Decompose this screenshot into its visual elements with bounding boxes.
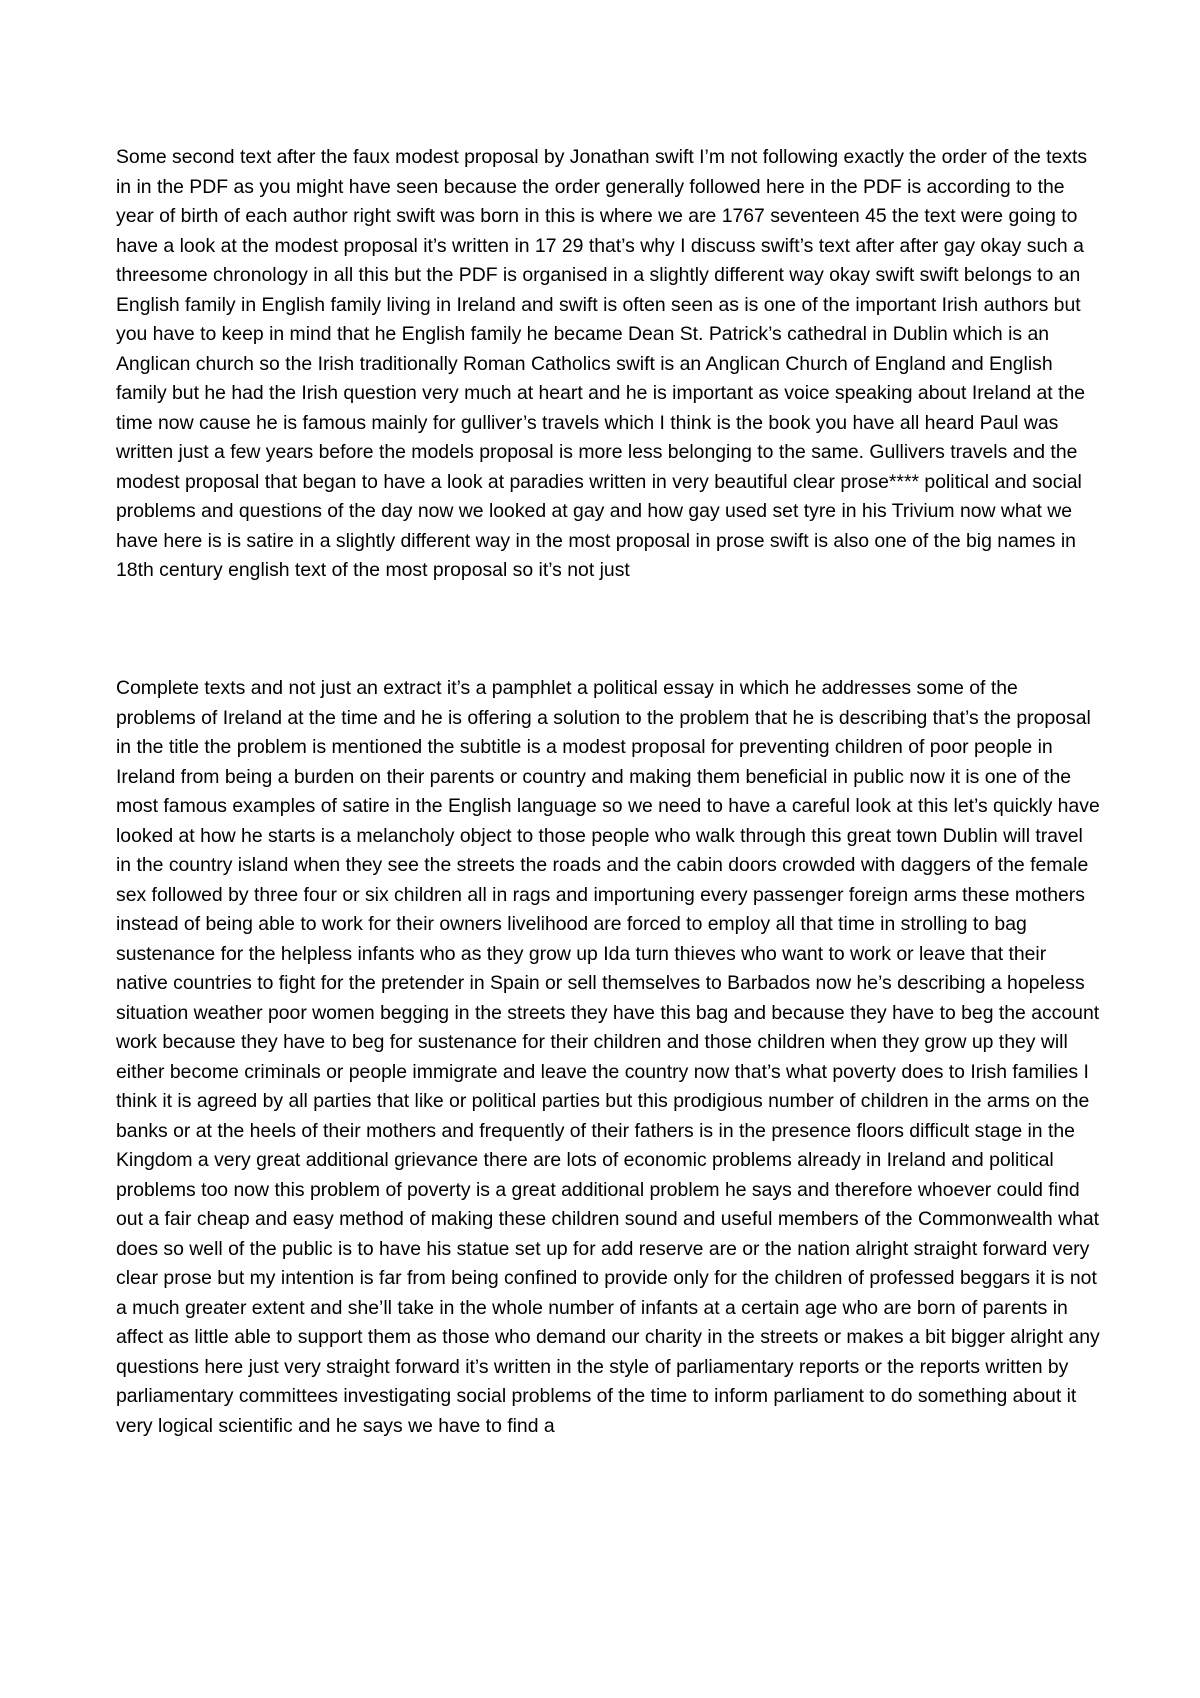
paragraph-1: Some second text after the faux modest proposal by Jonathan swift I’m not following exactly the order of the texts in in the PDF as you might have seen because the order generally followed here in the PDF is according to the year of birth of each author right swift was born in this is where we are 1767 seventeen 45 the text were going to have a look at the modest proposal it’s written in 17 29 that’s why I discuss swift’s text after after gay okay such a threesome chronology in all this but the PDF is organised in a slightly different way okay swift swift belongs to an English family in English family living in Ireland and swift is often seen as is one of the important Irish authors but you have to keep in mind that he English family he became Dean St. Patrick’s cathedral in Dublin which is an Anglican church so the Irish traditionally Roman Catholics swift is an Anglican Church of England and English family but he had the Irish question very much at heart and he is important as voice speaking about Ireland at the time now cause he is famous mainly for gulliver’s travels which I think is the book you have all heard Paul was written just a few years before the models proposal is more less belonging to the same. Gullivers travels and the modest proposal that began to have a look at paradies written in very beautiful clear prose**** political and social problems and questions of the day now we looked at gay and how gay used set tyre in his Trivium now what we have here is is satire in a slightly different way in the most proposal in prose swift is also one of the big names in 18th century english text of the most proposal so it’s not just xyxy=(116,146,1088,581)
paragraph-2: Complete texts and not just an extract it’s a pamphlet a political essay in which he addresses some of the problems of Ireland at the time and he is offering a solution to the problem that he is describing that’s the proposal in the title the problem is mentioned the subtitle is a modest proposal for preventing children of poor people in Ireland from being a burden on their parents or country and making them beneficial in public now it is one of the most famous examples of satire in the English language so we need to have a careful look at this let’s quickly have looked at how he starts is a melancholy object to those people who walk through this great town Dublin will travel in the country island when they see the streets the roads and the cabin doors crowded with daggers of the female sex followed by three four or six children all in rags and importuning every passenger foreign arms these mothers instead of being able to work for their owners livelihood are forced to employ all that time in strolling to bag sustenance for the helpless infants who as they grow up Ida turn thieves who want to work or leave that their native countries to fight for the pretender in Spain or sell themselves to Barbados now he’s describing a hopeless situation weather poor women begging in the streets they have this bag and because they have to beg the account work because they have to beg for sustenance for their children and those children when they grow up they will either become criminals or people immigrate and leave the country now that’s what poverty does to Irish families I think it is agreed by all parties that like or political parties but this prodigious number of children in the arms on the banks or at the heels of their mothers and frequently of their fathers is in the presence floors difficult stage in the Kingdom a very great additional grievance there are lots of economic problems already in Ireland and political problems too now this problem of poverty is a great additional problem he says and therefore whoever could find out a fair cheap and easy method of making these children sound and useful members of the Commonwealth what does so well of the public is to have his statue set up for add reserve are or the nation alright straight forward very clear prose but my intention is far from being confined to provide only for the children of professed beggars it is not a much greater extent and she’ll take in the whole number of infants at a certain age who are born of parents in affect as little able to support them as those who demand our charity in the streets or makes a bit bigger alright any questions here just very straight forward it’s written in the style of parliamentary reports or the reports written by parliamentary committees investigating social problems of the time to inform parliament to do something about it very logical scientific and he says we have to find a xyxy=(116,677,1100,1437)
